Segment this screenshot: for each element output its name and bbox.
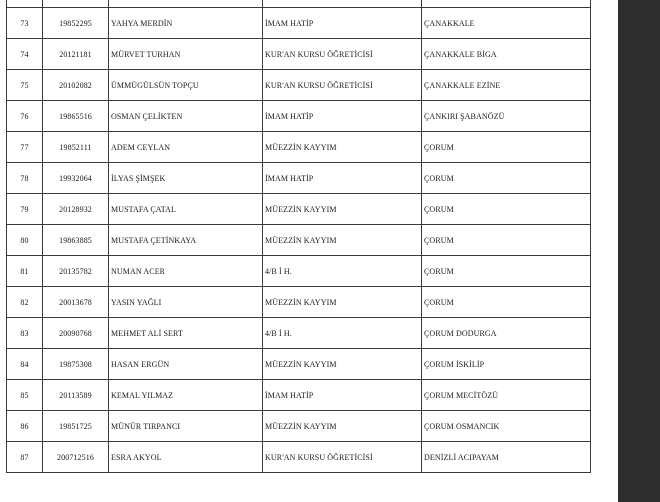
registration-number-cell: 19851725	[43, 411, 109, 442]
table-cell	[422, 0, 591, 8]
row-number-cell: 81	[7, 256, 43, 287]
person-name-cell: YAHYA MERDİN	[109, 8, 263, 39]
location-cell: ÇORUM	[422, 132, 591, 163]
registration-number-cell: 20090768	[43, 318, 109, 349]
registration-number-cell: 20102082	[43, 70, 109, 101]
table-row	[7, 287, 591, 318]
job-title-cell: KUR'AN KURSU ÖĞRETİCİSİ	[263, 442, 422, 473]
row-number-cell: 82	[7, 287, 43, 318]
row-number-cell: 83	[7, 318, 43, 349]
job-title-cell: MÜEZZİN KAYYIM	[263, 225, 422, 256]
viewer-side-panel	[618, 0, 660, 502]
job-title-cell: İMAM HATİP	[263, 380, 422, 411]
registration-number-cell: 20121181	[43, 39, 109, 70]
table-row	[7, 318, 591, 349]
registration-number-cell: 20113589	[43, 380, 109, 411]
row-number-cell: 75	[7, 70, 43, 101]
table-body	[7, 0, 591, 473]
table-cell	[43, 0, 109, 8]
location-cell: ÇORUM DODURGA	[422, 318, 591, 349]
person-name-cell: NUMAN ACER	[109, 256, 263, 287]
table-row	[7, 163, 591, 194]
location-cell: DENİZLİ ACIPAYAM	[422, 442, 591, 473]
table-row	[7, 39, 591, 70]
person-name-cell: OSMAN ÇELİKTEN	[109, 101, 263, 132]
row-number-cell: 79	[7, 194, 43, 225]
row-number-cell: 77	[7, 132, 43, 163]
person-name-cell: MUSTAFA ÇATAL	[109, 194, 263, 225]
person-name-cell: MEHMET ALİ SERT	[109, 318, 263, 349]
job-title-cell: 4/B İ H.	[263, 256, 422, 287]
row-number-cell: 84	[7, 349, 43, 380]
job-title-cell: KUR'AN KURSU ÖĞRETİCİSİ	[263, 70, 422, 101]
job-title-cell: MÜEZZİN KAYYIM	[263, 194, 422, 225]
job-title-cell: MÜEZZİN KAYYIM	[263, 287, 422, 318]
table-row	[7, 70, 591, 101]
person-name-cell: YASIN YAĞLI	[109, 287, 263, 318]
table-row	[7, 132, 591, 163]
job-title-cell: MÜEZZİN KAYYIM	[263, 411, 422, 442]
table-row-spacer	[7, 0, 591, 8]
registration-number-cell: 19863885	[43, 225, 109, 256]
person-name-cell: MÜRVET TURHAN	[109, 39, 263, 70]
row-number-cell: 80	[7, 225, 43, 256]
job-title-cell: İMAM HATİP	[263, 101, 422, 132]
person-name-cell: KEMAL YILMAZ	[109, 380, 263, 411]
job-title-cell: MÜEZZİN KAYYIM	[263, 132, 422, 163]
row-number-cell: 74	[7, 39, 43, 70]
location-cell: ÇORUM OSMANCIK	[422, 411, 591, 442]
row-number-cell: 86	[7, 411, 43, 442]
table-row	[7, 256, 591, 287]
table-cell	[109, 0, 263, 8]
location-cell: ÇORUM İSKİLİP	[422, 349, 591, 380]
job-title-cell: KUR'AN KURSU ÖĞRETİCİSİ	[263, 39, 422, 70]
location-cell: ÇANAKKALE BİGA	[422, 39, 591, 70]
table-cell	[7, 0, 43, 8]
registration-number-cell: 20135782	[43, 256, 109, 287]
registration-number-cell: 19875308	[43, 349, 109, 380]
table-cell	[263, 0, 422, 8]
job-title-cell: MÜEZZİN KAYYIM	[263, 349, 422, 380]
table-row	[7, 349, 591, 380]
table-row	[7, 101, 591, 132]
row-number-cell: 78	[7, 163, 43, 194]
table-row	[7, 380, 591, 411]
table-row	[7, 194, 591, 225]
registration-number-cell: 20013678	[43, 287, 109, 318]
personnel-table	[6, 0, 591, 473]
registration-number-cell: 19852295	[43, 8, 109, 39]
location-cell: ÇORUM	[422, 163, 591, 194]
location-cell: ÇORUM	[422, 287, 591, 318]
registration-number-cell: 19865516	[43, 101, 109, 132]
row-number-cell: 85	[7, 380, 43, 411]
table-row	[7, 442, 591, 473]
row-number-cell: 76	[7, 101, 43, 132]
table-row	[7, 8, 591, 39]
person-name-cell: HASAN ERGÜN	[109, 349, 263, 380]
location-cell: ÇANKIRI ŞABANÖZÜ	[422, 101, 591, 132]
person-name-cell: MÜNÜR TIRPANCI	[109, 411, 263, 442]
table-row	[7, 411, 591, 442]
person-name-cell: İLYAS ŞİMŞEK	[109, 163, 263, 194]
registration-number-cell: 200712516	[43, 442, 109, 473]
table-row	[7, 225, 591, 256]
location-cell: ÇORUM	[422, 194, 591, 225]
person-name-cell: ÜMMÜGÜLSÜN TOPÇU	[109, 70, 263, 101]
person-name-cell: ESRA AKYOL	[109, 442, 263, 473]
job-title-cell: İMAM HATİP	[263, 163, 422, 194]
person-name-cell: ADEM CEYLAN	[109, 132, 263, 163]
location-cell: ÇANAKKALE EZİNE	[422, 70, 591, 101]
location-cell: ÇORUM	[422, 225, 591, 256]
row-number-cell: 87	[7, 442, 43, 473]
row-number-cell: 73	[7, 8, 43, 39]
registration-number-cell: 19852111	[43, 132, 109, 163]
person-name-cell: MUSTAFA ÇETİNKAYA	[109, 225, 263, 256]
location-cell: ÇORUM	[422, 256, 591, 287]
location-cell: ÇORUM MECİTÖZÜ	[422, 380, 591, 411]
location-cell: ÇANAKKALE	[422, 8, 591, 39]
job-title-cell: 4/B İ H.	[263, 318, 422, 349]
registration-number-cell: 19932064	[43, 163, 109, 194]
job-title-cell: İMAM HATİP	[263, 8, 422, 39]
registration-number-cell: 20128932	[43, 194, 109, 225]
